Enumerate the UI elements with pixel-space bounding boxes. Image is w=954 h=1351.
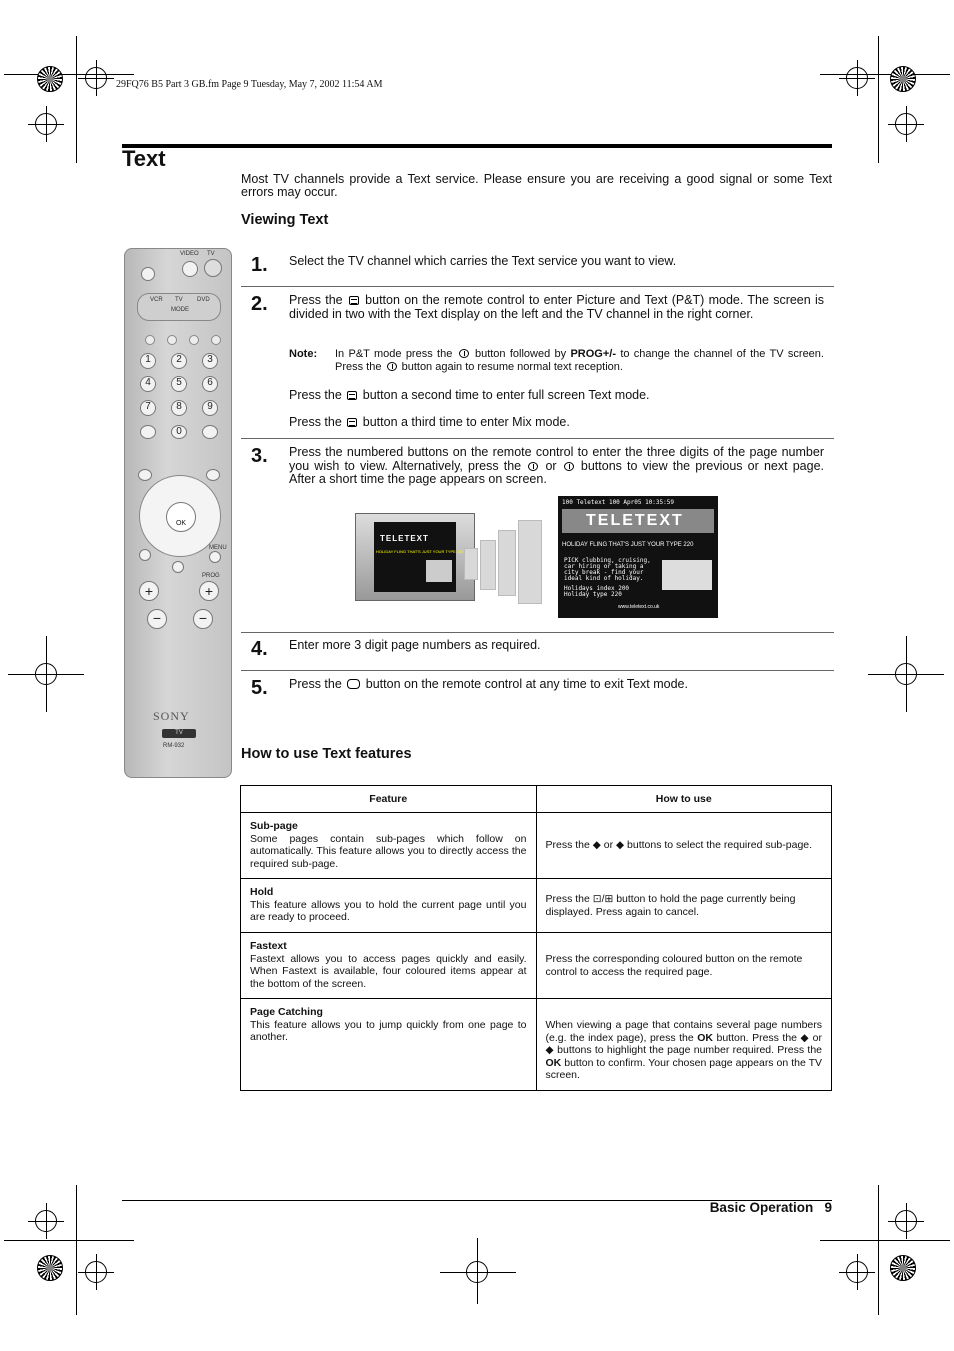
menu-button[interactable]: [209, 551, 221, 563]
jump-button[interactable]: [202, 425, 218, 439]
green-fastext-button[interactable]: [167, 335, 177, 345]
teletext-line: PICK clubbing, cruising,: [564, 557, 651, 564]
howto-text-b: button. Press the ◆ or ◆ buttons to highlight the page number required. Press the: [545, 1031, 822, 1056]
menu-label: MENU: [209, 545, 227, 551]
step-2-text-a: Press the: [289, 293, 343, 307]
tv-button-icon: [347, 679, 360, 689]
table-row: [241, 933, 832, 999]
step-1-number: 1.: [251, 254, 268, 276]
ok-label-bold: OK: [545, 1056, 562, 1069]
second-press-a: Press the: [289, 388, 342, 402]
tv-tag: TV: [162, 729, 196, 738]
teletext-index: [564, 586, 629, 598]
digit-3-button[interactable]: 3: [202, 353, 218, 369]
prog-label-bold: PROG+/-: [570, 348, 616, 360]
registration-star-icon: [37, 66, 63, 92]
red-fastext-button[interactable]: [145, 335, 155, 345]
howto-column-header: How to use: [536, 786, 832, 813]
zoom-wedge: [480, 540, 496, 590]
teletext-line: car hiring or taking a: [564, 563, 644, 570]
step-5-text-b: button on the remote control at any time to exit Text mode.: [365, 677, 688, 691]
feature-description: This feature allows you to hold the current page until you are ready to proceed.: [250, 898, 527, 923]
dvd-label: DVD: [197, 297, 210, 303]
teletext-body: [564, 558, 651, 582]
intro-paragraph: Most TV channels provide a Text service. Please ensure you are receiving a good signal or some Text errors may occur.: [241, 172, 832, 199]
pat-button-icon: [459, 349, 469, 358]
ok-label-bold: OK: [697, 1031, 713, 1044]
step-3-text-a: Press the numbered buttons on the remote control to enter the three digits of the page number you wish to view. Alternatively, press the: [289, 445, 824, 473]
teletext-index-row: Holidays index 200: [564, 585, 630, 592]
howto-text-a: When viewing a page that contains several page numbers (e.g. the index page), press the: [545, 1019, 822, 1044]
zoom-wedge: [518, 520, 542, 604]
teletext-headline: HOLIDAY FLING THAT'S JUST YOUR TYPE 220: [562, 542, 694, 548]
howto-cell: Press the corresponding coloured button on the remote control to access the required page.: [536, 933, 832, 999]
vcr-label: VCR: [150, 297, 163, 303]
registration-target-icon: [466, 1261, 488, 1283]
third-press-a: Press the: [289, 415, 342, 429]
volume-up-button[interactable]: +: [139, 581, 159, 601]
teletext-picture: [662, 560, 712, 590]
small-teletext-logo: TELETEXT: [380, 534, 429, 543]
feature-column-header: Feature: [241, 786, 537, 813]
small-picture: [426, 560, 452, 582]
prog-down-button[interactable]: −: [193, 609, 213, 629]
registration-star-icon: [890, 66, 916, 92]
text-button[interactable]: [206, 469, 220, 481]
feature-cell: [241, 879, 537, 933]
registration-target-icon: [35, 113, 57, 135]
file-header: 29FQ76 B5 Part 3 GB.fm Page 9 Tuesday, May 7, 2002 11:54 AM: [116, 79, 383, 90]
vcr-button[interactable]: [139, 549, 151, 561]
feature-name: Fastext: [250, 940, 287, 952]
registration-target-icon: [895, 113, 917, 135]
digit-1-button[interactable]: 1: [140, 353, 156, 369]
note-text-b: button followed by: [474, 348, 567, 360]
video-label: VIDEO: [180, 251, 199, 257]
page-footer: [710, 1200, 832, 1215]
feature-name: Hold: [250, 886, 274, 898]
table-row: [241, 879, 832, 933]
footer-section: Basic Operation: [709, 1200, 814, 1215]
zoom-wedge: [464, 548, 478, 580]
digit-7-button[interactable]: 7: [140, 400, 156, 416]
prog-up-button[interactable]: +: [199, 581, 219, 601]
tv-label: TV: [207, 251, 215, 257]
feature-cell: [241, 813, 537, 879]
registration-target-icon: [35, 663, 57, 685]
brand-logo: SONY: [153, 709, 190, 723]
model-number: RM-932: [163, 743, 185, 749]
step-5-text-a: Press the: [289, 677, 342, 691]
mute-button[interactable]: [141, 267, 155, 281]
footer-page-number: 9: [824, 1200, 832, 1215]
step-4-number: 4.: [251, 638, 268, 660]
second-press-b: button a second time to enter full screen Text mode.: [362, 388, 650, 402]
feature-description: This feature allows you to jump quickly from one page to another.: [250, 1018, 527, 1043]
teletext-line: city break - find your: [564, 569, 644, 576]
feature-name: Sub-page: [250, 820, 298, 832]
registration-star-icon: [37, 1255, 63, 1281]
teletext-logo: TELETEXT: [586, 512, 684, 529]
step-5-number: 5.: [251, 677, 268, 699]
digit-5-button[interactable]: 5: [171, 376, 187, 392]
note-text-d: button again to resume normal text reception.: [401, 360, 623, 373]
step-2-number: 2.: [251, 293, 268, 315]
tv-set-image: [355, 513, 475, 601]
step-divider: [241, 632, 834, 633]
registration-target-icon: [895, 663, 917, 685]
video-power-button[interactable]: [182, 261, 198, 277]
feature-cell: [241, 999, 537, 1091]
pat-button-icon: [387, 362, 397, 371]
note-label: Note:: [289, 348, 318, 360]
step-divider: [241, 438, 834, 439]
howto-text-c: button to confirm. Your chosen page appears on the TV screen.: [545, 1056, 822, 1081]
step-3-text-b: buttons to view the previous or next page. After a short time the page appears on screen.: [289, 458, 824, 486]
zoom-wedge: [498, 530, 516, 596]
digit-2-button[interactable]: 2: [171, 353, 187, 369]
feature-description: Some pages contain sub-pages which follow on automatically. This feature allows you to directly access the required sub-page.: [250, 832, 527, 870]
digit-6-button[interactable]: 6: [202, 376, 218, 392]
digit-0-button[interactable]: 0: [171, 425, 187, 439]
info-button[interactable]: [172, 561, 184, 573]
yellow-fastext-button[interactable]: [189, 335, 199, 345]
teletext-screen: [558, 496, 718, 618]
page-down-icon: [528, 462, 538, 471]
note-text-c: to change the channel of the TV screen. Press the: [335, 348, 824, 373]
step-3-number: 3.: [251, 445, 268, 467]
digit-toggle-button[interactable]: [140, 425, 156, 439]
mode-label: MODE: [171, 307, 189, 313]
note-text: [335, 348, 824, 373]
tv-mode-button[interactable]: [138, 469, 152, 481]
registration-target-icon: [85, 1261, 107, 1283]
teletext-header: 100 Teletext 100 Apr05 10:35:59: [562, 499, 674, 506]
digit-9-button[interactable]: 9: [202, 400, 218, 416]
small-teletext-line: HOLIDAY FLING THAT'S JUST YOUR TYPE 220: [376, 549, 464, 554]
text-button-icon: [347, 391, 357, 400]
registration-target-icon: [895, 1210, 917, 1232]
feature-cell: [241, 933, 537, 999]
teletext-banner: [562, 509, 714, 533]
viewing-text-heading: Viewing Text: [241, 212, 329, 228]
third-press-b: button a third time to enter Mix mode.: [362, 415, 570, 429]
text-button-icon: [349, 296, 359, 305]
volume-down-button[interactable]: −: [147, 609, 167, 629]
remote-control-image: [124, 248, 232, 778]
howto-cell: Press the ◆ or ◆ buttons to select the required sub-page.: [536, 813, 832, 879]
second-press-text: [289, 389, 824, 403]
features-heading: How to use Text features: [241, 746, 412, 762]
registration-target-icon: [85, 67, 107, 89]
step-1-text: Select the TV channel which carries the Text service you want to view.: [289, 254, 677, 268]
feature-description: Fastext allows you to access pages quickly and easily. When Fastext is available, four coloured items appear at the bottom of the screen.: [250, 952, 527, 990]
digit-4-button[interactable]: 4: [140, 376, 156, 392]
registration-target-icon: [846, 67, 868, 89]
table-row: [241, 999, 832, 1091]
page-title: Text: [122, 146, 166, 171]
teletext-line: ideal kind of holiday.: [564, 575, 644, 582]
step-2-text: [289, 294, 824, 321]
page-up-icon: [564, 462, 574, 471]
mode-selector[interactable]: [137, 293, 221, 321]
feature-name: Page Catching: [250, 1006, 323, 1018]
howto-cell: [536, 999, 832, 1091]
step-divider: [241, 286, 834, 287]
registration-star-icon: [890, 1255, 916, 1281]
tv-power-button[interactable]: [204, 259, 222, 277]
registration-target-icon: [35, 1210, 57, 1232]
third-press-text: [289, 416, 824, 430]
howto-cell: Press the ⊡/⊞ button to hold the page currently being displayed. Press again to cancel.: [536, 879, 832, 933]
features-table: [240, 785, 832, 1091]
text-button-icon: [347, 418, 357, 427]
note-text-a: In P&T mode press the: [335, 348, 453, 360]
step-3-or: or: [545, 458, 557, 473]
title-rule: [122, 144, 832, 148]
table-row: [241, 813, 832, 879]
tv-mode-label: TV: [175, 297, 183, 303]
ok-button[interactable]: OK: [166, 502, 196, 532]
teletext-index-row: Holiday type 220: [564, 591, 622, 598]
step-3-text: [289, 446, 824, 487]
teletext-web: www.teletext.co.uk: [618, 604, 660, 610]
table-header-row: [241, 786, 832, 813]
step-2-text-b: button on the remote control to enter Picture and Text (P&T) mode. The screen is divided in two with the Text display on the left and the TV channel in the right corner.: [289, 293, 825, 321]
step-divider: [241, 670, 834, 671]
prog-label: PROG: [202, 573, 220, 579]
step-4-text: Enter more 3 digit page numbers as required.: [289, 638, 541, 652]
registration-target-icon: [846, 1261, 868, 1283]
blue-fastext-button[interactable]: [211, 335, 221, 345]
step-5-text: [289, 678, 824, 692]
tv-screen: [374, 522, 464, 592]
digit-8-button[interactable]: 8: [171, 400, 187, 416]
